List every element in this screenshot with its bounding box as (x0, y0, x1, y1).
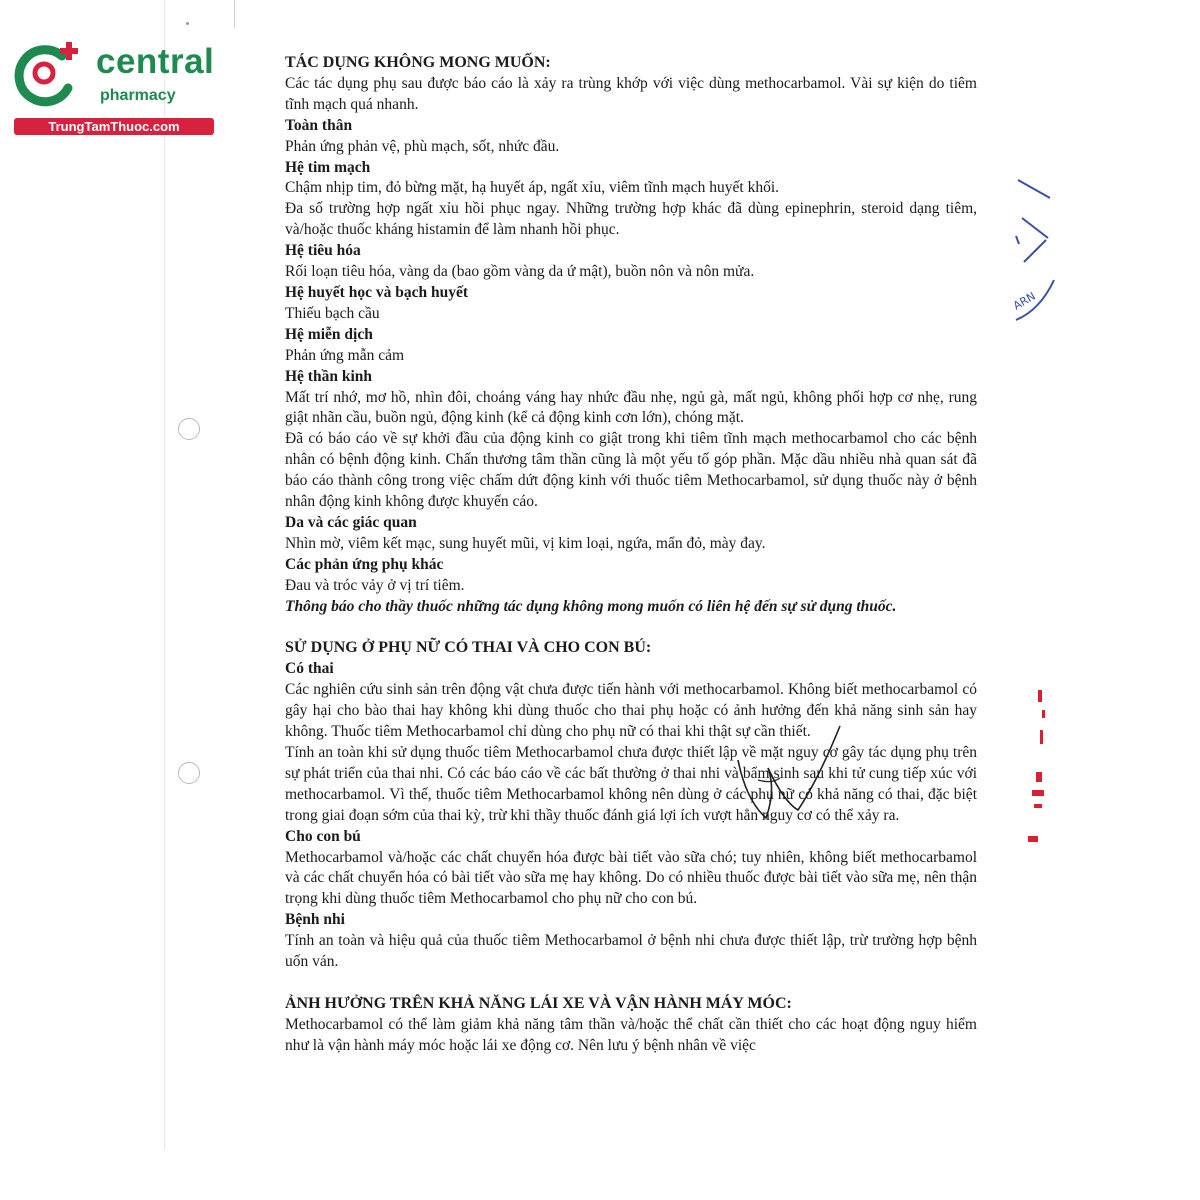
paragraph: Tính an toàn khi sử dụng thuốc tiêm Methocarbamol chưa được thiết lập về mặt nguy cơ gây tác dụng phụ trên sự phát triển của thai nhi. Có các báo cáo về các bất thường ở thai nhi và bẩm sinh sau khi tử cung tiếp xúc với methocarbamol. Vì thế, thuốc tiêm Methocarbamol không nên dùng ở các phụ nữ có khả năng có thai, đặc biệt trong giai đoạn sớm của thai kỳ, trừ khi thầy thuốc đánh giá lợi ích vượt hẳn nguy cơ có thể xảy ra. (285, 744, 977, 824)
physician-notice: Thông báo cho thầy thuốc những tác dụng không mong muốn có liên hệ đến sự sử dụng thuốc. (285, 597, 897, 615)
paragraph: Đau và tróc vảy ở vị trí tiêm. (285, 576, 465, 594)
stamp-text: ARN (1011, 289, 1038, 313)
logo-name: central (96, 42, 215, 81)
subsection-title: Các phản ứng phụ khác (285, 555, 444, 573)
central-logo-icon (10, 38, 90, 108)
subsection-title: Có thai (285, 660, 334, 678)
subsection-title: Hệ tim mạch (285, 158, 371, 176)
brand-logo[interactable] (10, 36, 215, 136)
paragraph: Phản ứng phản vệ, phù mạch, sốt, nhức đầu. (285, 137, 560, 155)
paragraph: Methocarbamol và/hoặc các chất chuyển hóa được bài tiết vào sữa chó; tuy nhiên, không biết methocarbamol và các chất chuyển hóa có bài tiết vào sữa mẹ hay không. Do có nhiều thuốc được bài tiết vào sữa mẹ, nên thận trọng khi dùng thuốc tiêm Methocarbamol cho phụ nữ cho con bú. (285, 848, 977, 908)
punch-hole (178, 762, 200, 784)
section-intro: Các tác dụng phụ sau được báo cáo là xảy ra trùng khớp với việc dùng methocarbamol. Vài sự kiện do tiêm tĩnh mạch quá nhanh. (285, 74, 977, 113)
subsection-title: Hệ tiêu hóa (285, 242, 361, 260)
scan-dot (186, 22, 189, 25)
scan-edge-line (234, 0, 235, 28)
section-intro: Methocarbamol có thể làm giảm khả năng tâm thần và/hoặc thể chất cần thiết cho các hoạt động nguy hiểm như là vận hành máy móc hoặc lái xe động cơ. Nên lưu ý bệnh nhân về việc (285, 1015, 977, 1054)
paragraph: Đa số trường hợp ngất xỉu hồi phục ngay. Những trường hợp khác đã dùng epinephrin, steroid dạng tiêm, và/hoặc thuốc kháng histamin để làm nhanh hồi phục. (285, 200, 977, 239)
document-body (285, 53, 977, 1057)
paragraph: Nhìn mờ, viêm kết mạc, sung huyết mũi, vị kim loại, ngứa, mẩn đỏ, mày đay. (285, 534, 766, 552)
paragraph: Tính an toàn và hiệu quả của thuốc tiêm Methocarbamol ở bệnh nhi chưa được thiết lập, trừ trường hợp bệnh uốn ván. (285, 932, 977, 971)
subsection-title: Hệ thần kinh (285, 367, 373, 385)
punch-hole (178, 418, 200, 440)
subsection-title: Hệ miễn dịch (285, 325, 373, 343)
page-edge (164, 0, 165, 1150)
paragraph: Rối loạn tiêu hóa, vàng da (bao gồm vàng da ứ mật), buồn nôn và nôn mửa. (285, 263, 755, 281)
logo-subtitle: pharmacy (100, 87, 176, 104)
subsection-title: Bệnh nhi (285, 911, 345, 929)
subsection-title: Cho con bú (285, 827, 361, 845)
section-heading: TÁC DỤNG KHÔNG MONG MUỐN: (285, 54, 551, 71)
subsection-title: Hệ huyết học và bạch huyết (285, 283, 468, 301)
paragraph: Chậm nhịp tim, đỏ bừng mặt, hạ huyết áp, ngất xỉu, viêm tĩnh mạch huyết khối. (285, 179, 779, 197)
section-heading: ẢNH HƯỞNG TRÊN KHẢ NĂNG LÁI XE VÀ VẬN HÀNH MÁY MÓC: (285, 994, 792, 1012)
paragraph: Thiếu bạch cầu (285, 304, 380, 322)
red-seal-fragment (1020, 690, 1050, 850)
subsection-title: Toàn thân (285, 116, 353, 134)
paragraph: Đã có báo cáo về sự khởi đầu của động kinh co giật trong khi tiêm tĩnh mạch methocarbamol cho các bệnh nhân có bệnh động kinh. Chấn thương tâm thần cũng là một yếu tố góp phần. Mặc dầu nhiều nhà quan sát đã báo cáo thành công trong việc chấm dứt động kinh với thuốc tiêm Methocarbamol, sử dụng thuốc này ở bệnh nhân động kinh không được khuyến cáo. (285, 430, 977, 511)
paragraph: Các nghiên cứu sinh sản trên động vật chưa được tiến hành với methocarbamol. Không biết methocarbamol có gây hại cho bào thai hay không khi dùng thuốc cho thai phụ hoặc có ảnh hưởng đến khả năng sinh sản hay không. Thuốc tiêm Methocarbamol chỉ dùng cho phụ nữ có thai khi thật sự cần thiết. (285, 681, 977, 741)
section-heading: SỬ DỤNG Ở PHỤ NỮ CÓ THAI VÀ CHO CON BÚ: (285, 639, 652, 657)
logo-website[interactable]: TrungTamThuoc.com (14, 118, 214, 135)
paragraph: Mất trí nhớ, mơ hồ, nhìn đôi, choáng váng hay nhức đầu nhẹ, ngủ gà, mất ngủ, không phối hợp cơ nhẹ, rung giật nhãn cầu, buồn ngủ, động kinh (kể cả động kinh cơn lớn), chóng mặt. (285, 388, 977, 427)
stamp-fragment (1010, 170, 1060, 330)
paragraph: Phản ứng mẫn cảm (285, 346, 405, 364)
subsection-title: Da và các giác quan (285, 513, 417, 531)
